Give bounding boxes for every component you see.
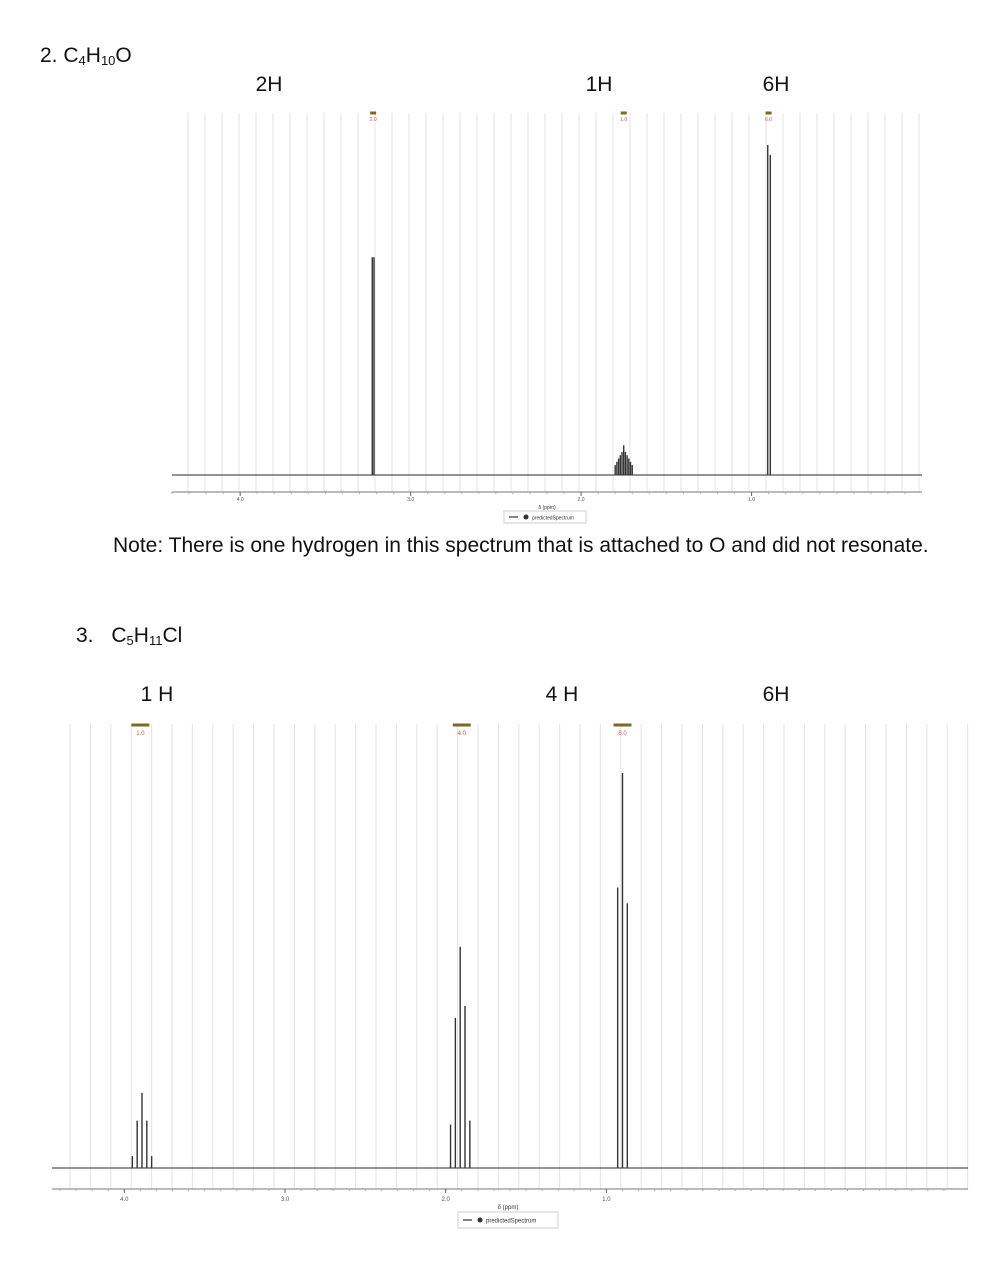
eye-icon	[478, 1218, 483, 1223]
grid	[188, 113, 919, 492]
grid	[70, 724, 968, 1189]
integral-label: 4.0	[457, 731, 466, 737]
problem-3-formula: $C_5H_{11}Cl$	[111, 624, 183, 648]
peak-label-6h: 6H	[762, 683, 790, 706]
legend	[504, 511, 586, 523]
problem-2-formula: $C_4H_{10}O$	[63, 44, 132, 68]
problem-3-number: 3.	[76, 624, 94, 647]
integral-label: 6.0	[618, 731, 627, 737]
problem-2-number: 2.	[40, 44, 58, 67]
eye-icon	[524, 515, 529, 520]
legend-label: predictedSpectrum	[486, 1218, 537, 1225]
x-tick-label: 3.0	[407, 497, 415, 503]
peak-label-1h: 1H	[585, 73, 613, 96]
x-axis-title: δ (ppm)	[538, 505, 556, 511]
x-tick-label: 4.0	[236, 497, 244, 503]
x-axis-title: δ (ppm)	[497, 1205, 519, 1211]
peaks	[372, 145, 770, 475]
nmr-spectrum-chart-2	[0, 718, 1008, 1238]
spectrum-note: Note: There is one hydrogen in this spectrum that is attached to O and did not resonate.	[113, 534, 929, 557]
peak-label-6h: 6H	[762, 73, 790, 96]
x-tick-label: 1.0	[748, 497, 756, 503]
integral-label: 1.0	[136, 731, 145, 737]
x-tick-label: 2.0	[441, 1197, 450, 1203]
nmr-spectrum-chart-1	[0, 105, 1008, 525]
x-tick-label: 4.0	[120, 1197, 129, 1203]
x-tick-label: 2.0	[577, 497, 585, 503]
peak-label-2h: 2H	[255, 73, 283, 96]
peaks	[132, 773, 627, 1168]
x-tick-label: 3.0	[280, 1197, 290, 1203]
legend	[458, 1212, 558, 1228]
x-tick-label: 1.0	[602, 1197, 611, 1203]
integral-label: 1.0	[620, 117, 628, 123]
problem-2-heading	[40, 44, 132, 68]
legend-label: predictedSpectrum	[532, 515, 574, 522]
integral-label: 2.0	[369, 117, 377, 123]
peak-label-1h: 1 H	[140, 683, 174, 706]
problem-3-heading	[76, 624, 182, 648]
integral-label: 6.0	[765, 117, 773, 123]
peak-label-4h: 4 H	[545, 683, 579, 706]
